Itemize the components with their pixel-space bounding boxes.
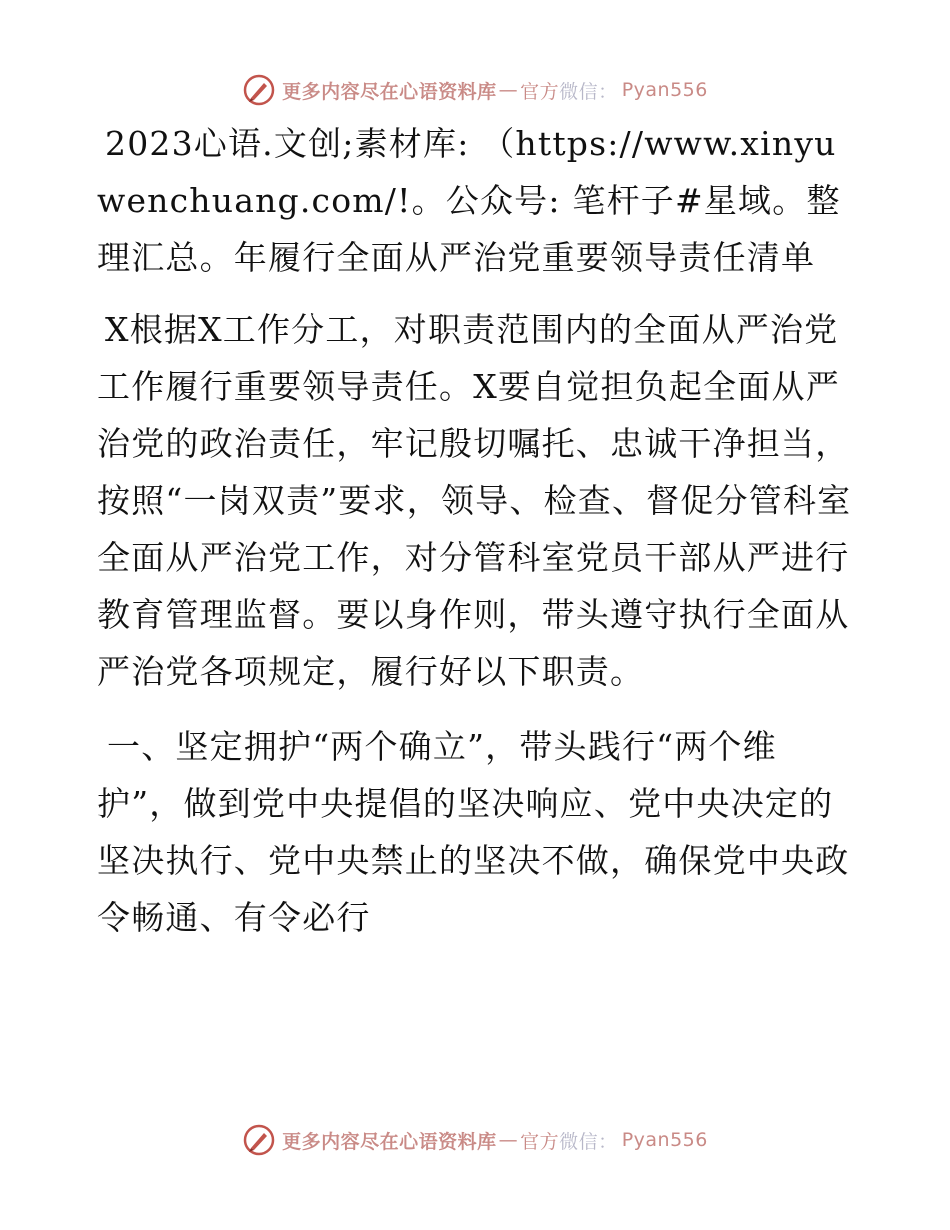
watermark-wechat: 微信： [559,1130,618,1153]
footer-watermark [0,1120,950,1160]
paragraph-responsibility: X根据X工作分工，对职责范围内的全面从严治党工作履行重要领导责任。X要自觉担负起全面从严治党的政治责任，牢记殷切嘱托、忠诚干净担当，按照“一岗双责”要求，领导、检查、督促分管科室全面从严治党工作，对分管科室党员干部从严进行教育管理监督。要以身作则，带头遵守执行全面从严治党各项规定，履行好以下职责。 [97,310,852,691]
paragraph-section-one: 一、坚定拥护“两个确立”，带头践行“两个维护”，做到党中央提倡的坚决响应、党中央决定的坚决执行、党中央禁止的坚决不做，确保党中央政令畅通、有令必行 [97,727,850,937]
watermark-wechat-id: Pyan556 [621,79,708,101]
header-watermark [0,70,950,110]
watermark-wechat: 微信： [559,80,618,103]
watermark-official: 官方 [520,1130,560,1153]
watermark-dash: — [498,79,519,101]
watermark-official: 官方 [520,80,560,103]
watermark-wechat-id: Pyan556 [621,1129,708,1151]
watermark-brand: 更多内容尽在心语资料库 [282,1130,497,1153]
watermark-dash: — [498,1129,519,1151]
pen-logo-icon [242,1123,276,1157]
paragraph-intro: 2023心语.文创;素材库: （https://www.xinyuwenchuang.com/!。公众号: 笔杆子#星域。整理汇总。年履行全面从严治党重要领导责任清单 [97,124,841,277]
pen-logo-icon [242,73,276,107]
document-body [97,115,857,946]
watermark-brand: 更多内容尽在心语资料库 [282,80,497,103]
